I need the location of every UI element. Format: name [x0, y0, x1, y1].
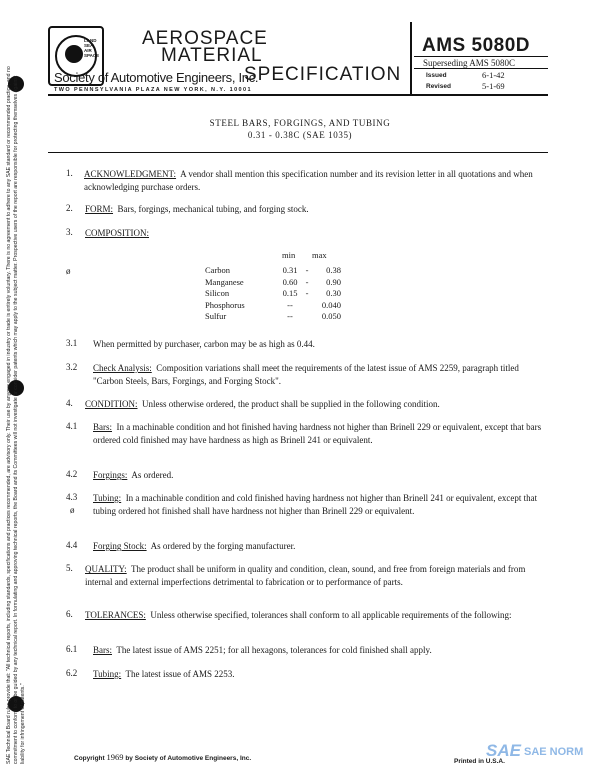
section-check-analysis	[93, 362, 545, 387]
section-heading: COMPOSITION:	[85, 228, 150, 238]
section-text: The product shall be uniform in quality and condition, clean, sound, and free from foreign materials and from internal and external imperfections detrimental to fabrication or to performance of parts.	[85, 564, 526, 587]
section-quality	[85, 563, 545, 588]
section-text: Bars, forgings, mechanical tubing, and forging stock.	[117, 204, 309, 214]
section-text: Unless otherwise specified, tolerances shall conform to all applicable requirements of the following:	[150, 610, 512, 620]
society-name: Society of Automotive Engineers, Inc.	[54, 70, 259, 85]
superseding: Superseding AMS 5080C	[423, 58, 516, 68]
logo-word: SPACE	[84, 53, 100, 58]
logo-words	[84, 38, 99, 58]
range-separator: -	[305, 288, 309, 298]
section-number: 4.	[66, 398, 73, 408]
revised-value: 5-1-69	[482, 81, 505, 91]
composition-row	[205, 288, 341, 299]
doc-title-line1: STEEL BARS, FORGINGS, AND TUBING	[209, 118, 391, 128]
logo-word: AIR	[84, 48, 92, 53]
section-number: 6.2	[66, 668, 78, 678]
element-name: Sulfur	[205, 311, 227, 321]
section-heading: Bars:	[93, 645, 112, 655]
composition-row	[205, 311, 341, 322]
section-heading: Tubing:	[93, 669, 122, 679]
element-min: 0.60	[282, 276, 298, 287]
section-number: 5.	[66, 563, 73, 573]
section-number: 4.2	[66, 469, 78, 479]
comp-min-header: min	[282, 250, 296, 260]
section-number: 3.1	[66, 338, 78, 348]
section-text: The latest issue of AMS 2251; for all hexagons, tolerances for cold finished shall apply.	[116, 645, 432, 655]
section-text: The latest issue of AMS 2253.	[125, 669, 235, 679]
section-heading: QUALITY:	[85, 564, 127, 574]
printed-in: Printed in U.S.A.	[454, 758, 505, 765]
copyright-year: 1969	[106, 752, 124, 762]
composition-row	[205, 300, 341, 311]
element-min: --	[287, 299, 293, 310]
section-number: 4.1	[66, 421, 78, 431]
element-max: 0.90	[326, 276, 341, 287]
watermark-text: SAE NORM	[524, 746, 584, 758]
section-text: A vendor shall mention this specification number and its revision letter in all quotations and when acknowledging purchase orders.	[84, 169, 533, 192]
section-text: Unless otherwise ordered, the product shall be supplied in the following condition.	[142, 399, 440, 409]
section-3-1: When permitted by purchaser, carbon may be as high as 0.44.	[93, 339, 315, 349]
section-text: As ordered by the forging manufacturer.	[150, 541, 296, 551]
spec-rule	[414, 56, 548, 57]
spec-number: AMS 5080D	[422, 35, 530, 56]
title-rule	[48, 152, 548, 153]
section-text: As ordered.	[131, 470, 174, 480]
copyright-line	[74, 752, 251, 762]
section-text: In a machinable condition and hot finished having hardness not higher than Brinell 229 or equivalent, except that bars ordered cold finished may have hardness as high as Brinell 241 or equivalent.	[93, 422, 542, 445]
section-tolerance-tubing	[93, 668, 545, 681]
composition-row	[205, 265, 341, 276]
section-form	[85, 203, 545, 216]
section-acknowledgment	[84, 168, 546, 193]
section-text: Composition variations shall meet the requirements of the latest issue of AMS 2259, paragraph titled "Carbon Steels, Bars, Forgings, and Forging Stock".	[93, 363, 519, 386]
logo-word: SEA	[84, 43, 94, 48]
side-notice: SAE Technical Board rules provide that: "All technical reports, including standards, specifications and practices recommended, are advisory only. Their use by anyone engaged in industry or trade is entirely voluntary. There is no agreement to adhere to any SAE standard or recommended practice, and no commitment to conform to or be guided by any technical report. In formulating and approving technical reports, the Board and its Committees will not investigate or consider patents which may apply to the subject matter. Prospective users of the report are responsible for protecting themselves against liability for infringement of patents."	[6, 66, 26, 764]
section-heading: Forging Stock:	[93, 541, 147, 551]
section-heading: ACKNOWLEDGMENT:	[84, 169, 177, 179]
section-condition	[85, 398, 545, 411]
revision-mark: ø	[70, 505, 75, 515]
copyright-label: Copyright	[74, 755, 105, 762]
copyright-holder: by Society of Automotive Engineers, Inc.	[125, 755, 252, 762]
section-composition	[85, 227, 545, 240]
section-number: 1.	[66, 168, 73, 178]
section-forgings	[93, 469, 545, 482]
issued-label: Issued	[426, 72, 447, 79]
spec-rule	[414, 68, 548, 69]
section-heading: Forgings:	[93, 470, 128, 480]
element-min: 0.15	[282, 288, 298, 298]
element-max: 0.040	[321, 299, 341, 310]
revised-label: Revised	[426, 83, 451, 90]
section-heading: Tubing:	[93, 493, 122, 503]
comp-max-header: max	[312, 250, 327, 260]
header-rule	[48, 94, 548, 96]
section-heading: FORM:	[85, 204, 114, 214]
section-number: 3.2	[66, 362, 78, 372]
section-number: 3.	[66, 227, 73, 237]
watermark-logo: SAE	[486, 741, 521, 760]
composition-row	[205, 277, 341, 288]
section-tolerance-bars	[93, 644, 545, 657]
element-max: 0.38	[326, 265, 341, 275]
section-number: 6.1	[66, 644, 78, 654]
issued-value: 6-1-42	[482, 70, 505, 80]
element-name: Phosphorus	[205, 299, 245, 310]
section-heading: Check Analysis:	[93, 363, 152, 373]
section-heading: CONDITION:	[85, 399, 138, 409]
society-address: TWO PENNSYLVANIA PLAZA NEW YORK, N.Y. 10001	[54, 87, 252, 93]
header-divider	[410, 22, 412, 96]
section-heading: TOLERANCES:	[85, 610, 146, 620]
element-max: 0.050	[321, 311, 341, 321]
element-min: --	[287, 311, 293, 321]
logo-word: LAND	[84, 38, 97, 43]
element-name: Carbon	[205, 265, 231, 275]
element-name: Manganese	[205, 276, 244, 287]
section-number: 2.	[66, 203, 73, 213]
section-bars	[93, 421, 545, 446]
section-tolerances	[85, 609, 545, 622]
section-forging-stock	[93, 540, 545, 553]
section-number: 4.4	[66, 540, 78, 550]
section-number: 4.3	[66, 492, 78, 502]
element-name: Silicon	[205, 288, 230, 298]
doc-title-line2: 0.31 - 0.38C (SAE 1035)	[247, 130, 353, 140]
title-specification: SPECIFICATION	[244, 64, 402, 85]
element-max: 0.30	[326, 288, 341, 298]
section-text: In a machinable condition and cold finished having hardness not higher than Brinell 241 or equivalent, except that tubing ordered hot finished shall have hardness not higher than Brinell 229 or equivalent.	[93, 493, 538, 516]
range-separator: -	[305, 265, 309, 275]
range-separator: -	[305, 276, 309, 287]
section-number: 6.	[66, 609, 73, 619]
section-tubing	[93, 492, 545, 517]
section-heading: Bars:	[93, 422, 112, 432]
title-aerospace: AEROSPACE	[142, 28, 268, 49]
revision-mark: ø	[66, 266, 71, 276]
sae-norm-watermark	[484, 738, 594, 764]
title-material: MATERIAL	[161, 45, 263, 66]
element-min: 0.31	[282, 265, 298, 275]
